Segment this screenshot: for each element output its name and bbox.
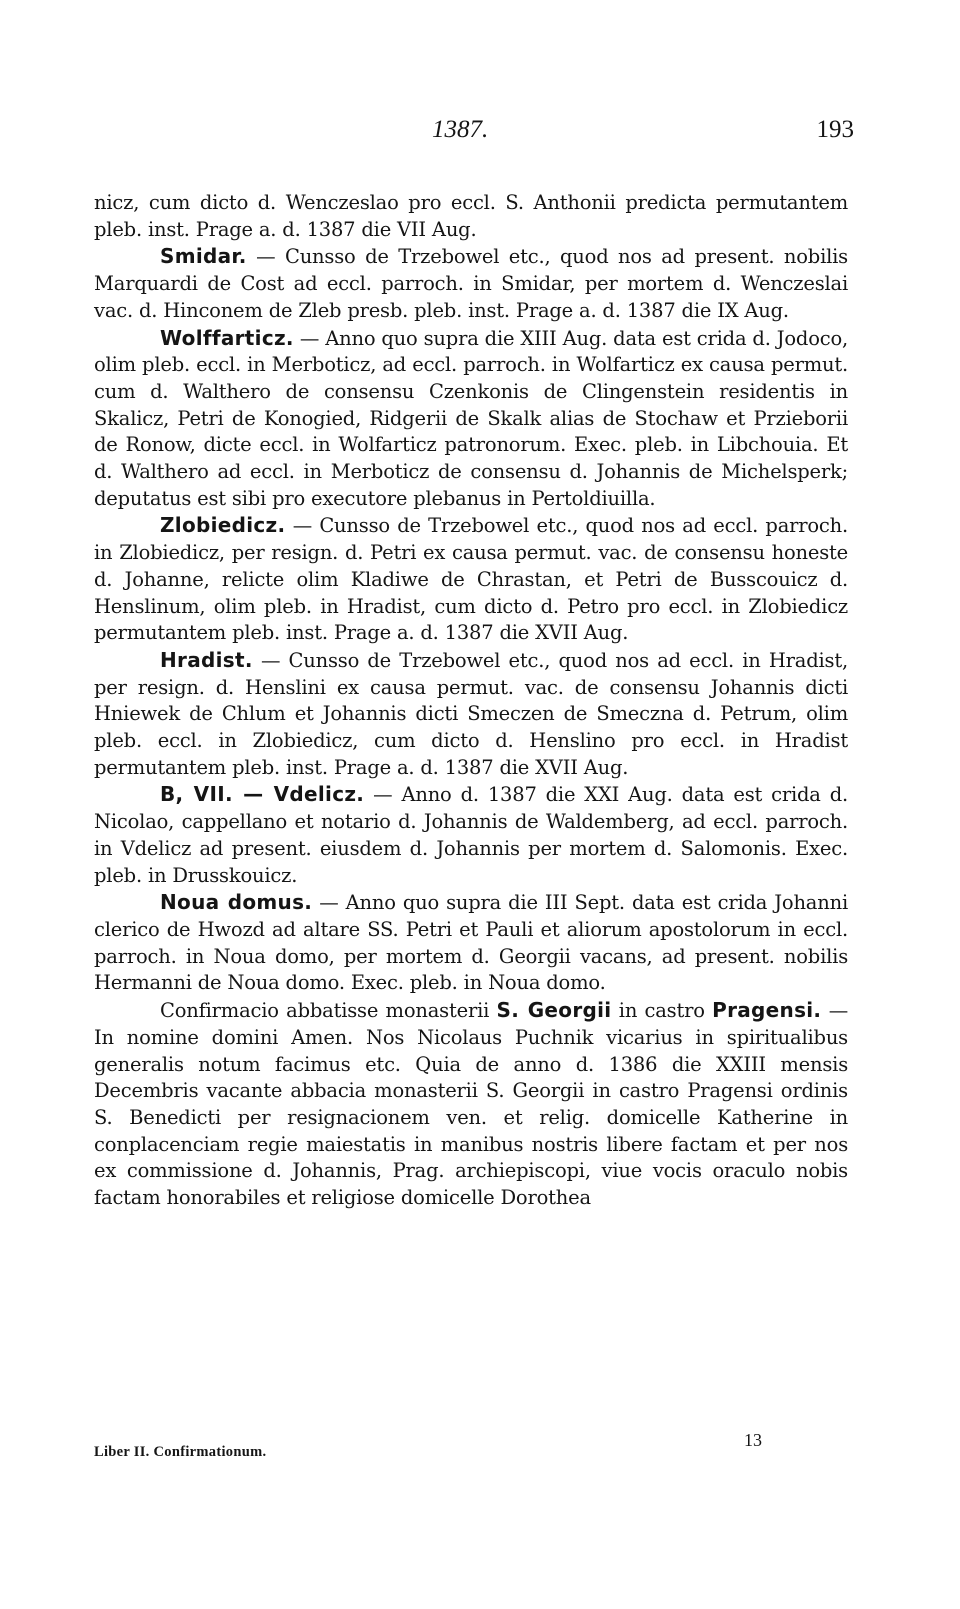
book-title: Liber II. Confirmationum. (94, 1444, 267, 1460)
paragraph (94, 647, 848, 782)
entry-heading: Noua domus. (160, 890, 313, 915)
paragraph (94, 512, 848, 647)
entry-heading: B, VII. — Vdelicz. (160, 782, 365, 807)
paragraph (94, 243, 848, 324)
page-footer (94, 1430, 848, 1470)
paragraph (94, 997, 848, 1212)
entry-heading: Pragensi. (712, 998, 822, 1023)
paragraph-text: nicz, cum dicto d. Wenczeslao pro eccl. S. Anthonii predicta permutantem pleb. inst. Prage a. d. 1387 die VII Aug. (94, 191, 848, 241)
paragraph-text: — Cunsso de Trzebowel etc., quod nos ad eccl. parroch. in Zlobiedicz, per resign. d. Petri ex causa permut. vac. de consensu honeste d. Johanne, relicte olim Kladiwe de Chrastan, et Petri de Busscouicz d. Henslinum, olim pleb. in Hradist, cum dicto d. Petro pro eccl. in Zlobiedicz permutantem pleb. inst. Prage a. d. 1387 die XVII Aug. (94, 514, 848, 645)
paragraph-text: — Anno d. 1387 die XXI Aug. data est crida d. Nicolao, cappellano et notario d. Johannis de Waldemberg, ad eccl. parroch. in Vdelicz ad present. eiusdem d. Johannis per mortem d. Salomonis. Exec. pleb. in Drusskouicz. (94, 783, 848, 887)
paragraph-text: — Cunsso de Trzebowel etc., quod nos ad eccl. in Hradist, per resign. d. Henslini ex causa permut. vac. de consensu Johannis dicti Hniewek de Chlum et Johannis dicti Smeczen de Smeczna d. Petrum, olim pleb. eccl. in Zlobiedicz, cum dicto d. Henslino pro eccl. in Hradist permutantem pleb. inst. Prage a. d. 1387 die XVII Aug. (94, 648, 848, 779)
paragraph-text: — Cunsso de Trzebowel etc., quod nos ad present. nobilis Marquardi de Cost ad eccl. parroch. in Smidar, per mortem d. Wenczeslai vac. d. Hinconem de Zleb presb. pleb. inst. Prage a. d. 1387 die IX Aug. (94, 245, 848, 322)
paragraph (94, 889, 848, 997)
entry-heading: Wolffarticz. (160, 325, 294, 350)
entry-heading: Smidar. (160, 244, 247, 269)
header-year: 1387. (432, 116, 489, 143)
paragraph-text: — Anno quo supra die XIII Aug. data est crida d. Jodoco, olim pleb. eccl. in Merboticz, ad eccl. parroch. in Wolfarticz ex causa permut. cum d. Walthero de consensu Czenkonis de Clingenstein residentis in Skalicz, Petri de Konogied, Ridgerii de Skalk alias de Stochaw et Przieborii de Ronow, dicte eccl. in Wolfarticz patronorum. Exec. pleb. in Libchouia. Et d. Walthero ad eccl. in Merboticz de consensu d. Johannis de Michelsperk; deputatus est sibi pro executore plebanus in Pertoldiuilla. (94, 326, 848, 510)
paragraph (94, 781, 848, 889)
page-number: 193 (816, 116, 854, 143)
paragraph (94, 190, 848, 243)
paragraph-text: — In nomine domini Amen. Nos Nicolaus Puchnik vicarius in spiritualibus generalis notum facimus etc. Quia de anno d. 1386 die XXIII mensis Decembris vacante abbacia monasterii S. Georgii in castro Pragensi ordinis S. Benedicti per resignacionem ven. et relig. domicelle Katherine in conplacenciam regie maiestatis in manibus nostris libere factam et per nos ex commissione d. Johannis, Prag. archiepiscopi, viue vocis oraculo nobis factam honorabiles et religiose domicelle Dorothea (94, 999, 848, 1210)
paragraph-text: — Anno quo supra die III Sept. data est crida Johanni clerico de Hwozd ad altare SS. Petri et Pauli et aliorum apostolorum in eccl. parroch. in Noua domo, per mortem d. Georgii vacans, ad present. nobilis Hermanni de Noua domo. Exec. pleb. in Noua domo. (94, 891, 848, 995)
running-header (0, 116, 960, 156)
paragraph (94, 325, 848, 513)
paragraph-text: in castro (611, 999, 713, 1023)
entry-heading: Hradist. (160, 647, 253, 672)
body-text (94, 190, 848, 1212)
entry-heading: Zlobiedicz. (160, 513, 286, 538)
paragraph-text: Confirmacio abbatisse monasterii (160, 999, 497, 1023)
signature-mark: 13 (744, 1430, 762, 1450)
entry-heading: S. Georgii (496, 998, 612, 1023)
